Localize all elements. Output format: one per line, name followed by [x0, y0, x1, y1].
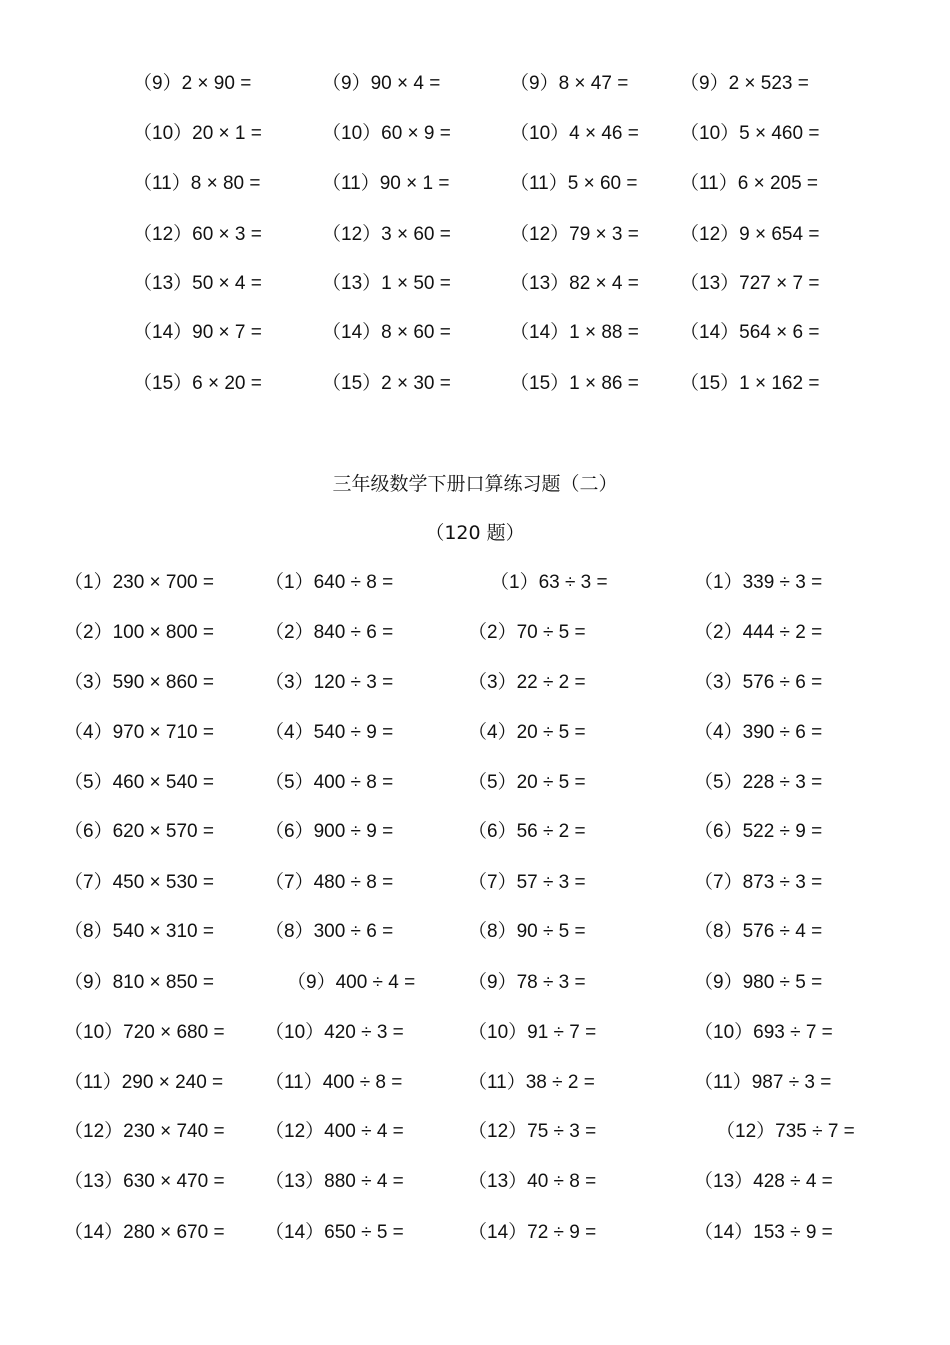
problem-row: [0, 967, 950, 999]
problem-item: （14）90 × 7 =: [133, 322, 262, 343]
problem-item: （15）1 × 86 =: [510, 373, 639, 394]
problem-item: （9）2 × 523 =: [680, 73, 809, 94]
problem-item: （3）22 ÷ 2 =: [468, 672, 586, 693]
problem-item: （6）56 ÷ 2 =: [468, 821, 586, 842]
problem-row: [0, 867, 950, 899]
problem-item: （10）420 ÷ 3 =: [265, 1022, 404, 1043]
problem-item: （10）60 × 9 =: [322, 123, 451, 144]
problem-item: （13）428 ÷ 4 =: [694, 1171, 833, 1192]
problem-item: （5）20 ÷ 5 =: [468, 772, 586, 793]
problem-item: （14）1 × 88 =: [510, 322, 639, 343]
problem-item: （11）90 × 1 =: [322, 173, 450, 194]
problem-item: （8）90 ÷ 5 =: [468, 921, 586, 942]
problem-row: [0, 1166, 950, 1198]
problem-item: （2）840 ÷ 6 =: [265, 622, 394, 643]
problem-item: （13）82 × 4 =: [510, 273, 639, 294]
problem-item: （1）640 ÷ 8 =: [265, 572, 394, 593]
problem-item: （9）78 ÷ 3 =: [468, 972, 586, 993]
problem-item: （15）1 × 162 =: [680, 373, 820, 394]
problem-item: （11）987 ÷ 3 =: [694, 1072, 832, 1093]
problem-item: （12）3 × 60 =: [322, 224, 451, 245]
problem-item: （7）873 ÷ 3 =: [694, 872, 823, 893]
problem-item: （2）444 ÷ 2 =: [694, 622, 823, 643]
problem-item: （4）970 × 710 =: [64, 722, 214, 743]
problem-row: [0, 667, 950, 699]
problem-item: （9）90 × 4 =: [322, 73, 441, 94]
problem-item: （12）9 × 654 =: [680, 224, 820, 245]
problem-item: （3）120 ÷ 3 =: [265, 672, 394, 693]
problem-item: （13）630 × 470 =: [64, 1171, 225, 1192]
problem-item: （14）8 × 60 =: [322, 322, 451, 343]
problem-row: [0, 68, 950, 100]
problem-item: （10）4 × 46 =: [510, 123, 639, 144]
problem-row: [0, 617, 950, 649]
problem-item: （14）72 ÷ 9 =: [468, 1222, 597, 1243]
problem-item: （12）400 ÷ 4 =: [265, 1121, 404, 1142]
problem-item: （6）620 × 570 =: [64, 821, 214, 842]
problem-item: （11）8 × 80 =: [133, 173, 261, 194]
problem-item: （10）20 × 1 =: [133, 123, 262, 144]
problem-item: （13）50 × 4 =: [133, 273, 262, 294]
problem-item: （9）810 × 850 =: [64, 972, 214, 993]
problem-item: （6）900 ÷ 9 =: [265, 821, 394, 842]
problem-item: （10）693 ÷ 7 =: [694, 1022, 833, 1043]
problem-item: （4）390 ÷ 6 =: [694, 722, 823, 743]
problem-row: [0, 1017, 950, 1049]
problem-row: [0, 717, 950, 749]
section-subtitle: （120 题）: [425, 522, 525, 544]
problem-item: （10）720 × 680 =: [64, 1022, 225, 1043]
problem-item: （9）400 ÷ 4 =: [287, 972, 416, 993]
problem-item: （10）91 ÷ 7 =: [468, 1022, 597, 1043]
problem-row: [0, 567, 950, 599]
problem-item: （8）540 × 310 =: [64, 921, 214, 942]
problem-item: （11）290 × 240 =: [64, 1072, 224, 1093]
problem-item: （9）2 × 90 =: [133, 73, 252, 94]
problem-row: [0, 219, 950, 251]
problem-item: （14）280 × 670 =: [64, 1222, 225, 1243]
problem-item: （13）40 ÷ 8 =: [468, 1171, 597, 1192]
problem-item: （3）576 ÷ 6 =: [694, 672, 823, 693]
problem-item: （5）228 ÷ 3 =: [694, 772, 823, 793]
problem-item: （13）1 × 50 =: [322, 273, 451, 294]
problem-item: （15）2 × 30 =: [322, 373, 451, 394]
problem-item: （14）650 ÷ 5 =: [265, 1222, 404, 1243]
problem-item: （8）576 ÷ 4 =: [694, 921, 823, 942]
problem-row: [0, 1067, 950, 1099]
problem-item: （15）6 × 20 =: [133, 373, 262, 394]
problem-row: [0, 767, 950, 799]
problem-row: [0, 1116, 950, 1148]
problem-item: （7）480 ÷ 8 =: [265, 872, 394, 893]
problem-row: [0, 168, 950, 200]
problem-item: （3）590 × 860 =: [64, 672, 214, 693]
problem-item: （1）63 ÷ 3 =: [490, 572, 608, 593]
problem-row: [0, 368, 950, 400]
problem-item: （11）5 × 60 =: [510, 173, 638, 194]
problem-item: （13）880 ÷ 4 =: [265, 1171, 404, 1192]
problem-row: [0, 118, 950, 150]
problem-item: （13）727 × 7 =: [680, 273, 820, 294]
problem-item: （4）540 ÷ 9 =: [265, 722, 394, 743]
problem-item: （1）339 ÷ 3 =: [694, 572, 823, 593]
problem-item: （10）5 × 460 =: [680, 123, 820, 144]
problem-item: （11）6 × 205 =: [680, 173, 819, 194]
problem-item: （5）460 × 540 =: [64, 772, 214, 793]
problem-item: （12）60 × 3 =: [133, 224, 262, 245]
problem-item: （12）75 ÷ 3 =: [468, 1121, 597, 1142]
problem-item: （12）735 ÷ 7 =: [716, 1121, 855, 1142]
section-title: 三年级数学下册口算练习题（二）: [332, 473, 618, 495]
problem-item: （14）153 ÷ 9 =: [694, 1222, 833, 1243]
problem-item: （12）230 × 740 =: [64, 1121, 225, 1142]
problem-item: （4）20 ÷ 5 =: [468, 722, 586, 743]
problem-item: （7）450 × 530 =: [64, 872, 214, 893]
problem-row: [0, 317, 950, 349]
problem-item: （9）980 ÷ 5 =: [694, 972, 823, 993]
problem-item: （11）38 ÷ 2 =: [468, 1072, 595, 1093]
problem-item: （1）230 × 700 =: [64, 572, 214, 593]
problem-row: [0, 1217, 950, 1249]
problem-item: （2）100 × 800 =: [64, 622, 214, 643]
problem-row: [0, 916, 950, 948]
problem-item: （9）8 × 47 =: [510, 73, 629, 94]
problem-item: （5）400 ÷ 8 =: [265, 772, 394, 793]
problem-item: （7）57 ÷ 3 =: [468, 872, 586, 893]
problem-item: （8）300 ÷ 6 =: [265, 921, 394, 942]
problem-item: （12）79 × 3 =: [510, 224, 639, 245]
problem-item: （6）522 ÷ 9 =: [694, 821, 823, 842]
problem-row: [0, 816, 950, 848]
problem-item: （14）564 × 6 =: [680, 322, 820, 343]
problem-item: （2）70 ÷ 5 =: [468, 622, 586, 643]
problem-item: （11）400 ÷ 8 =: [265, 1072, 403, 1093]
problem-row: [0, 268, 950, 300]
